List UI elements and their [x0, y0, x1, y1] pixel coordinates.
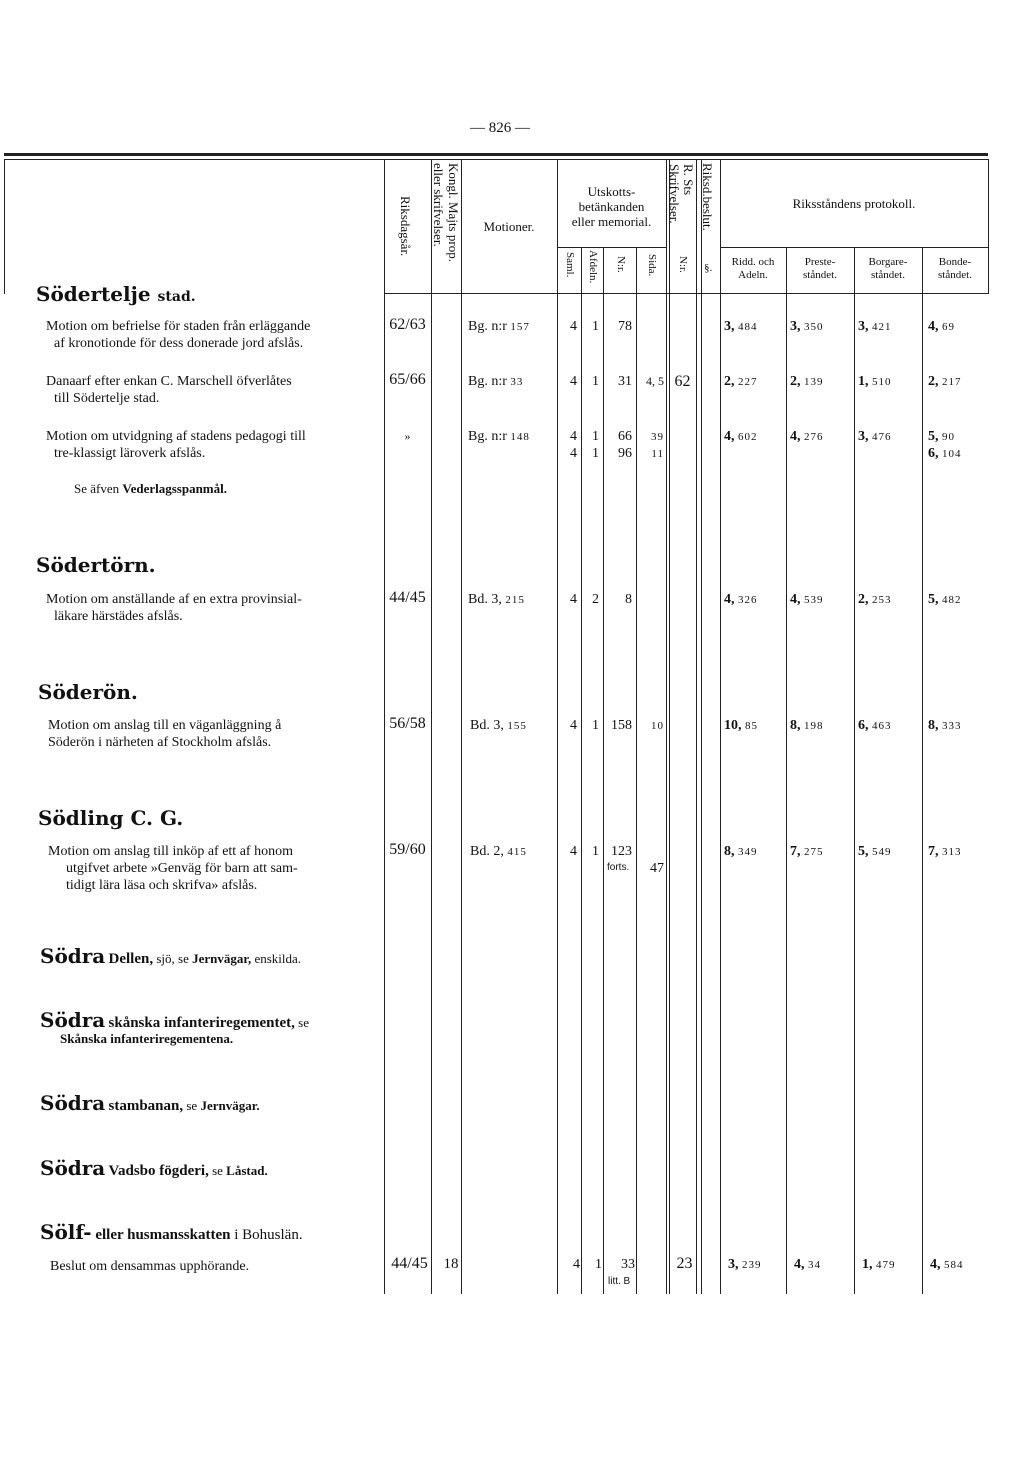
section-title: Sölf- eller husmansskatten i Bohuslän. [40, 1220, 303, 1244]
header-r-nr: N:r. [677, 256, 689, 273]
header-utskotts: Utskotts- [587, 184, 636, 199]
col-line-right [988, 159, 989, 294]
header-nr: N:r. [615, 256, 627, 273]
header-skrifvelser: Skrifvelser. [667, 164, 682, 224]
cell-saml: 4 [570, 319, 577, 334]
cell-prop: 18 [443, 1256, 459, 1272]
row-description: Motion om befrielse för staden från erläggande af kronotionde för dess donerade jord afslås. [46, 319, 311, 351]
header-ridd: Ridd. och [731, 256, 775, 268]
cell-borgare: 2, 253 [858, 592, 892, 607]
col-line-left [4, 159, 5, 294]
cell-saml: 4 [570, 374, 577, 389]
cell-ridd: 8, 349 [724, 844, 758, 859]
cell-bonde: 5, 90 [928, 429, 955, 444]
cell-preste: 4, 276 [790, 429, 824, 444]
cell-borgare: 6, 463 [858, 718, 892, 733]
col-line [922, 247, 923, 1294]
cell-r-nr: 62 [674, 373, 691, 390]
cell-motion: Bd. 3, 215 [468, 592, 525, 607]
cell-afdeln: 1 [592, 319, 599, 334]
header-prestestandet: ståndet. [803, 269, 837, 281]
cell-bonde: 2, 217 [928, 374, 962, 389]
col-line [720, 159, 721, 1294]
cell-year: 65/66 [389, 371, 426, 388]
header-borgarestandet: ståndet. [871, 269, 905, 281]
cell-afdeln: 1 [595, 1257, 602, 1272]
cell-sida: 10 [651, 720, 664, 732]
cell-bonde: 7, 313 [928, 844, 962, 859]
header-kongl: Kongl. Majts prop. [446, 163, 461, 262]
header-r-sts: R. Sts [681, 164, 696, 196]
section-title: Södertörn. [36, 553, 156, 577]
header-afdeln: Afdeln. [587, 250, 599, 284]
cell-ridd: 3, 239 [728, 1257, 762, 1272]
cell-sida: 11 [651, 448, 664, 460]
cell-ridd: 4, 602 [724, 429, 758, 444]
cell-afdeln: 1 [592, 844, 599, 859]
col-line [669, 159, 670, 1294]
col-line [461, 159, 462, 1294]
cell-sida: 39 [651, 431, 664, 443]
row-description: Danaarf efter enkan C. Marschell öfverlåtes till Södertelje stad. [46, 374, 292, 406]
header-riksd-beslut: Riksd.beslut. [700, 163, 715, 231]
cell-year: 56/58 [389, 715, 426, 732]
col-line [431, 159, 432, 1294]
col-line [581, 247, 582, 1294]
col-line [603, 247, 604, 1294]
col-line [636, 247, 637, 1294]
header-bonde: Bonde- [938, 256, 972, 268]
section-cross-ref: Södra Dellen, sjö, se Jernvägar, enskilda. [40, 944, 302, 968]
cell-r-nr: 23 [676, 1255, 693, 1272]
cell-nr: 96 [618, 446, 632, 461]
section-title: Södling C. G. [38, 806, 184, 830]
cell-sida: 4, 5 [646, 374, 664, 388]
cell-ridd: 4, 326 [724, 592, 758, 607]
see-also: Se äfven Vederlagsspanmål. [74, 481, 227, 496]
cell-year: » [404, 429, 411, 443]
cell-saml: 4 [570, 844, 577, 859]
cell-saml: 4 [570, 718, 577, 733]
cell-motion: Bd. 2, 415 [470, 844, 527, 859]
cell-sida: 47 [650, 861, 664, 876]
header-eller-memorial: eller memorial. [571, 214, 652, 229]
cell-saml: 4 [573, 1257, 580, 1272]
header-adeln: Adeln. [738, 269, 768, 281]
cell-preste: 7, 275 [790, 844, 824, 859]
cell-motion: Bg. n:r 33 [468, 374, 524, 389]
header-kongl-2: eller skrifvelser. [431, 163, 446, 247]
cell-motion: Bg. n:r 148 [468, 429, 530, 444]
utskott-sub-rule [557, 247, 666, 248]
cell-ridd: 2, 227 [724, 374, 758, 389]
cell-afdeln: 1 [592, 446, 599, 461]
cell-nr: 8 [625, 592, 632, 607]
top-rule [4, 153, 988, 156]
cell-bonde: 5, 482 [928, 592, 962, 607]
cell-borgare: 5, 549 [858, 844, 892, 859]
row-description: Motion om anställande af en extra provinsial- läkare härstädes afslås. [46, 592, 302, 624]
row-description: Beslut om densammas upphörande. [50, 1259, 250, 1274]
row-description: Motion om utvidgning af stadens pedagogi till tre-klassigt läroverk afslås. [46, 429, 306, 461]
header-motioner: Motioner. [483, 219, 535, 234]
row-description: Motion om anslag till en väganläggning å Söderön i närheten af Stockholm afslås. [48, 718, 282, 750]
row-description: Motion om anslag till inköp af ett af honom utgifvet arbete »Genväg för barn att sam- tidigt lära läsa och skrifva» afslås. [48, 844, 298, 893]
cell-preste: 8, 198 [790, 718, 824, 733]
section-cross-ref: Södra stambanan, se Jernvägar. [40, 1091, 260, 1115]
cell-nr: 158 [611, 718, 632, 733]
cell-bonde: 4, 584 [930, 1257, 964, 1272]
cell-saml: 4 [570, 592, 577, 607]
cell-bonde: 6, 104 [928, 446, 962, 461]
cell-motion: Bg. n:r 157 [468, 319, 530, 334]
cell-preste: 3, 350 [790, 319, 824, 334]
header-betankanden: betänkanden [578, 199, 645, 214]
section-title: Södertelje stad. [36, 282, 196, 306]
col-line [696, 159, 697, 1294]
col-line [854, 247, 855, 1294]
header-riksstandens-protokoll: Riksståndens protokoll. [792, 196, 916, 211]
cell-nr: 66 [618, 429, 632, 444]
col-line [666, 159, 667, 1294]
cell-year: 59/60 [389, 841, 426, 858]
header-paragraph: §. [704, 262, 713, 274]
cell-preste: 4, 539 [790, 592, 824, 607]
cell-nr-note: litt. B [608, 1276, 631, 1287]
section-cross-ref-link: Skånska infanteriregementena. [60, 1031, 234, 1046]
cell-borgare: 3, 421 [858, 319, 892, 334]
cell-nr-note: forts. [607, 862, 630, 873]
cell-afdeln: 2 [592, 592, 599, 607]
cell-afdeln: 1 [592, 718, 599, 733]
cell-year: 44/45 [391, 1255, 428, 1272]
cell-afdeln: 1 [592, 429, 599, 444]
header-sida: Sida. [646, 254, 658, 277]
cell-bonde: 8, 333 [928, 718, 962, 733]
cell-nr: 123 [611, 844, 632, 859]
page-number: — 826 — [470, 120, 530, 136]
cell-saml: 4 [570, 446, 577, 461]
cell-borgare: 1, 510 [858, 374, 892, 389]
col-line [786, 247, 787, 1294]
section-cross-ref: Södra skånska infanteriregementet, se [40, 1008, 309, 1032]
cell-saml: 4 [570, 429, 577, 444]
header-preste: Preste- [804, 256, 836, 268]
header-riksdagsar: Riksdagsår. [398, 196, 413, 257]
section-title: Söderön. [38, 680, 138, 704]
header-bondestandet: ståndet. [938, 269, 972, 281]
col-line [701, 159, 702, 1294]
header-saml: Saml. [564, 252, 576, 278]
cell-borgare: 3, 476 [858, 429, 892, 444]
section-cross-ref: Södra Vadsbo fögderi, se Låstad. [40, 1156, 268, 1180]
cell-nr: 78 [618, 319, 632, 334]
top-rule-thin [4, 159, 988, 160]
cell-ridd: 3, 484 [724, 319, 758, 334]
header-borgare: Borgare- [868, 256, 908, 268]
cell-bonde: 4, 69 [928, 319, 955, 334]
cell-year: 62/63 [389, 316, 426, 333]
header-bottom-rule [384, 293, 988, 294]
cell-borgare: 1, 479 [862, 1257, 896, 1272]
cell-ridd: 10, 85 [724, 718, 758, 733]
cell-preste: 2, 139 [790, 374, 824, 389]
cell-nr: 33 [621, 1257, 635, 1272]
cell-nr: 31 [618, 374, 632, 389]
cell-preste: 4, 34 [794, 1257, 821, 1272]
cell-afdeln: 1 [592, 374, 599, 389]
cell-year: 44/45 [389, 589, 426, 606]
cell-motion: Bd. 3, 155 [470, 718, 527, 733]
